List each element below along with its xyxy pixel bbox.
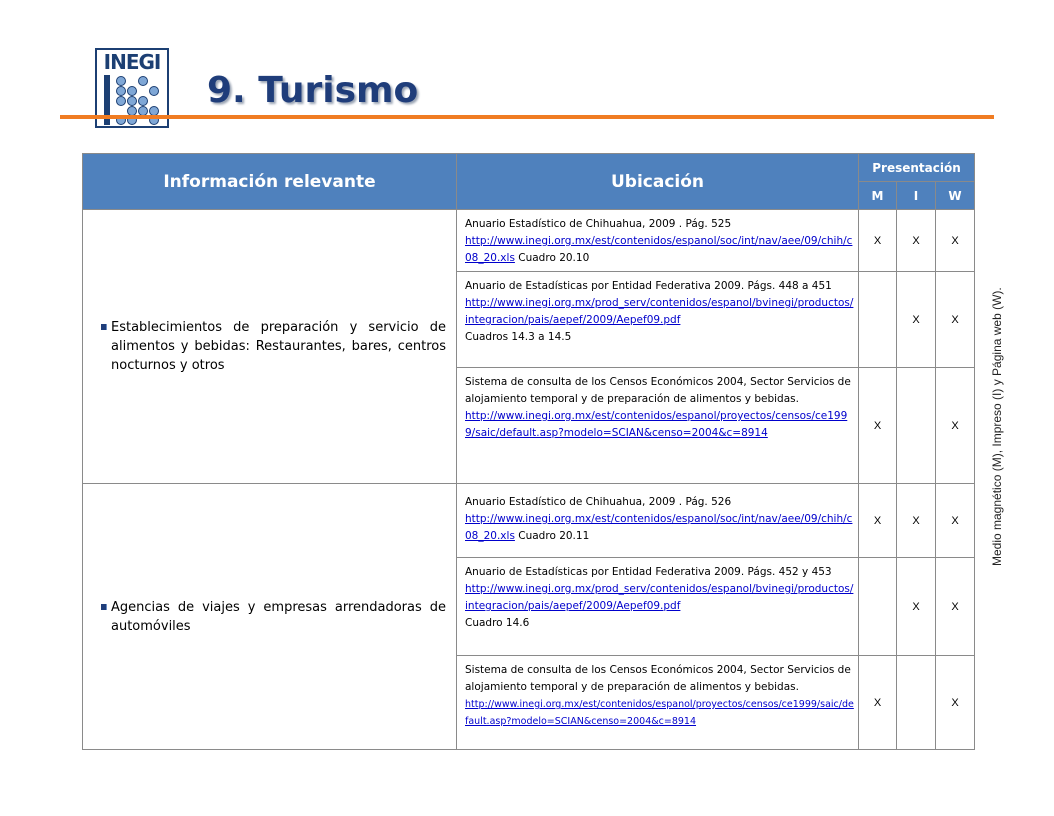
mark-i: X <box>897 210 936 272</box>
header-presentation: Presentación <box>859 154 975 182</box>
logo-text: INEGI <box>103 50 161 74</box>
source-suffix: Cuadro 20.10 <box>518 252 590 264</box>
mark-i <box>897 656 936 750</box>
mark-w: X <box>936 272 975 368</box>
source-suffix: Cuadro 20.11 <box>518 530 590 542</box>
mark-i: X <box>897 558 936 656</box>
header-rule <box>60 115 994 119</box>
info-cell <box>83 210 457 484</box>
location-cell <box>457 272 859 368</box>
source-text: Anuario Estadístico de Chihuahua, 2009 . Pág. 526 <box>465 496 732 508</box>
mark-i <box>897 368 936 484</box>
info-text: Agencias de viajes y empresas arrendadoras de automóviles <box>111 599 446 634</box>
source-link[interactable]: http://www.inegi.org.mx/est/contenidos/espanol/proyectos/censos/ce1999/saic/default.asp?modelo=SCIAN&censo=2004&c=8914 <box>465 410 848 439</box>
mark-m <box>859 272 897 368</box>
mark-i: X <box>897 272 936 368</box>
source-suffix: Cuadros 14.3 a 14.5 <box>465 331 572 343</box>
source-text: Anuario de Estadísticas por Entidad Federativa 2009. Págs. 452 y 453 <box>465 566 832 578</box>
mark-w: X <box>936 558 975 656</box>
header-w: W <box>936 182 975 210</box>
source-link[interactable]: http://www.inegi.org.mx/est/contenidos/espanol/proyectos/censos/ce1999/saic/default.asp?modelo=SCIAN&censo=2004&c=8914 <box>465 699 854 727</box>
source-text: Sistema de consulta de los Censos Económicos 2004, Sector Servicios de alojamiento temporal y de preparación de alimentos y bebidas. <box>465 376 851 405</box>
source-link[interactable]: http://www.inegi.org.mx/est/contenidos/espanol/soc/int/nav/aee/09/chih/c08_20.xls <box>465 513 853 542</box>
header-i: I <box>897 182 936 210</box>
source-text: Anuario de Estadísticas por Entidad Federativa 2009. Págs. 448 a 451 <box>465 280 832 292</box>
mark-m: X <box>859 484 897 558</box>
info-text: Establecimientos de preparación y servicio de alimentos y bebidas: Restaurantes, bares, centros nocturnos y otros <box>111 320 446 373</box>
mark-m: X <box>859 210 897 272</box>
mark-w: X <box>936 368 975 484</box>
source-text: Anuario Estadístico de Chihuahua, 2009 . Pág. 525 <box>465 218 732 230</box>
presentation-legend-note: Medio magnético (M), Impreso (I) y Página web (W). <box>990 287 1004 566</box>
mark-w: X <box>936 210 975 272</box>
location-cell <box>457 210 859 272</box>
source-link[interactable]: http://www.inegi.org.mx/prod_serv/contenidos/espanol/bvinegi/productos/integracion/pais/aepef/2009/Aepef09.pdf <box>465 583 854 612</box>
header-location: Ubicación <box>457 154 859 210</box>
mark-m: X <box>859 368 897 484</box>
location-cell <box>457 484 859 558</box>
bullet-icon <box>101 604 107 610</box>
source-link[interactable]: http://www.inegi.org.mx/est/contenidos/espanol/soc/int/nav/aee/09/chih/c08_20.xls <box>465 235 853 264</box>
tourism-info-table <box>82 153 975 750</box>
info-cell <box>83 484 457 750</box>
header-info: Información relevante <box>83 154 457 210</box>
location-cell <box>457 368 859 484</box>
mark-w: X <box>936 656 975 750</box>
mark-m: X <box>859 656 897 750</box>
header-m: M <box>859 182 897 210</box>
source-link[interactable]: http://www.inegi.org.mx/prod_serv/contenidos/espanol/bvinegi/productos/integracion/pais/aepef/2009/Aepef09.pdf <box>465 297 854 326</box>
mark-i: X <box>897 484 936 558</box>
page-title: 9. Turismo <box>207 70 419 111</box>
location-cell <box>457 558 859 656</box>
source-text: Sistema de consulta de los Censos Económicos 2004, Sector Servicios de alojamiento temporal y de preparación de alimentos y bebidas. <box>465 664 851 693</box>
mark-w: X <box>936 484 975 558</box>
bullet-icon <box>101 324 107 330</box>
table-row <box>83 210 975 272</box>
table-row <box>83 484 975 558</box>
location-cell <box>457 656 859 750</box>
source-suffix: Cuadro 14.6 <box>465 617 530 629</box>
mark-m <box>859 558 897 656</box>
